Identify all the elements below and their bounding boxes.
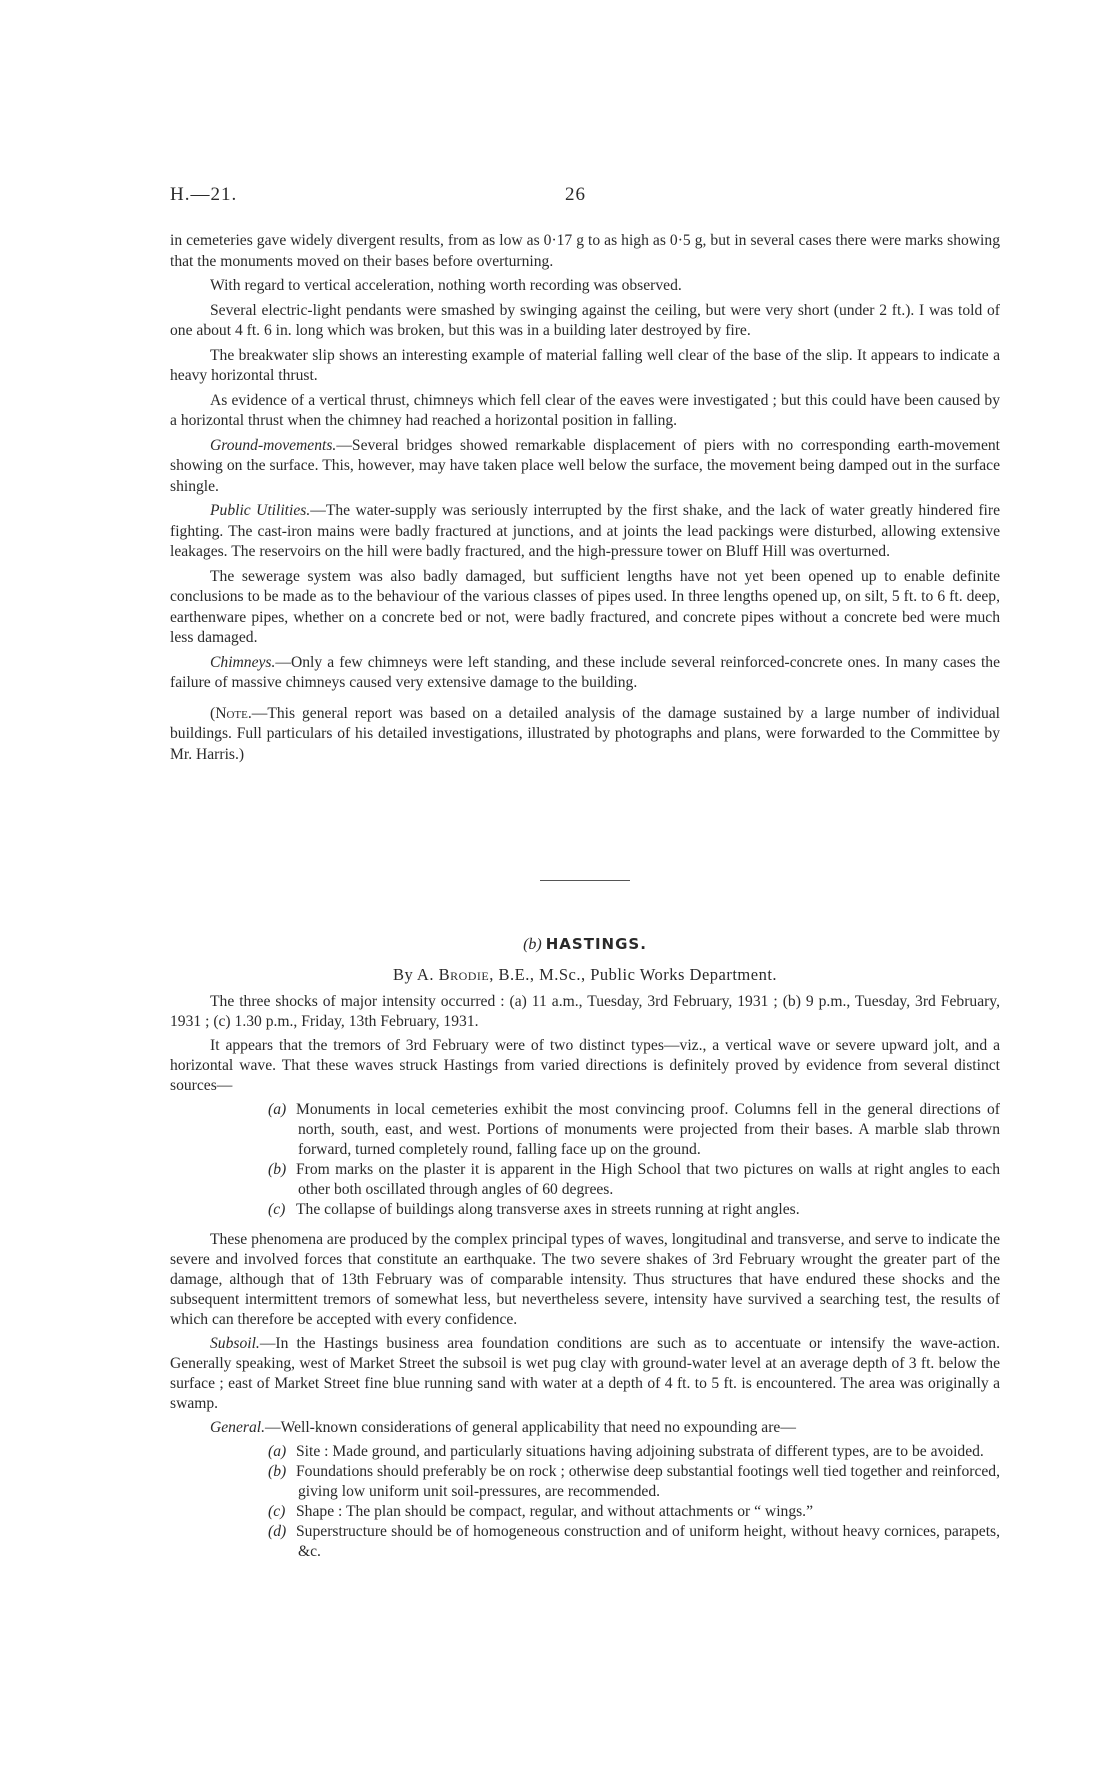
list-label: (d) (268, 1523, 287, 1540)
paragraph: in cemeteries gave widely divergent results, from as low as 0·17 g to as high as 0·5 g, but in several cases there were marks showing that the monuments moved on their bases before overturning. (170, 232, 1000, 270)
list-text: Monuments in local cemeteries exhibit the most convincing proof. Columns fell in the general directions of north, south, east, and west. Portions of monuments were projected from their bases. A marble slab thrown forward, turned completely round, falling face up on the ground. (296, 1101, 1000, 1158)
paragraph-text: —Several bridges showed remarkable displacement of piers with no corresponding earth-movement showing on the surface. This, however, may have taken place well below the surface, the movement being damped out in the surface shingle. (170, 436, 1000, 495)
section-prefix: (b) (523, 936, 542, 953)
list-label: (a) (268, 1101, 287, 1118)
byline (170, 965, 1000, 985)
byline-by: By A. (392, 965, 434, 984)
run-in-heading: Subsoil. (210, 1335, 260, 1352)
list-label: (c) (268, 1503, 286, 1520)
report-body-hastings (170, 992, 1000, 1572)
paragraph-subsoil (170, 1334, 1000, 1414)
list-text: Superstructure should be of homogeneous construction and of uniform height, without heavy cornices, parapets, &c. (296, 1523, 1000, 1560)
list-label: (c) (268, 1201, 286, 1218)
list-item (170, 1442, 1000, 1462)
list-item (170, 1200, 1000, 1220)
section-divider (540, 880, 630, 881)
list-text: From marks on the plaster it is apparent in the High School that two pictures on walls at right angles to each other both oscillated through angles of 60 degrees. (296, 1161, 1000, 1198)
paragraph: The breakwater slip shows an interesting example of material falling well clear of the base of the slip. It appears to indicate a heavy horizontal thrust. (170, 346, 1000, 384)
evidence-list (170, 1100, 1000, 1220)
paragraph-sewerage: The sewerage system was also badly damaged, but sufficient lengths have not yet been opened up to enable definite conclusions to be made as to the behaviour of the various classes of pipes used. In three lengths opened up, on silt, 5 ft. to 6 ft. deep, earthenware pipes, whether on a concrete bed or not, were badly fractured, and concrete pipes without a concrete bed were much less damaged. (170, 567, 1000, 646)
list-item (170, 1462, 1000, 1502)
list-text: Foundations should preferably be on rock ; otherwise deep substantial footings well tied together and reinforced, giving low uniform unit soil-pressures, are recommended. (296, 1463, 1000, 1500)
list-item (170, 1100, 1000, 1160)
list-label: (b) (268, 1161, 287, 1178)
list-label: (b) (268, 1463, 287, 1480)
paragraph-text: —The water-supply was seriously interrupted by the first shake, and the lack of water greatly hindered fire fighting. The cast-iron mains were badly fractured at junctions, and at joints the lead packings were disturbed, allowing extensive leakages. The reservoirs on the hill were badly fractured, and the high-pressure tower on Bluff Hill was overturned. (170, 502, 1001, 560)
paragraph-ground-movements (170, 436, 1000, 498)
paragraph-chimneys (170, 653, 1000, 694)
list-item (170, 1160, 1000, 1200)
paragraph-shocks: The three shocks of major intensity occurred : (a) 11 a.m., Tuesday, 3rd February, 1931 ; (b) 9 p.m., Tuesday, 3rd February, 1931 ; (c) 1.30 p.m., Friday, 13th February, 1931. (170, 993, 1000, 1030)
paragraph: Several electric-light pendants were smashed by swinging against the ceiling, but were very short (under 2 ft.). I was told of one about 4 ft. 6 in. long which was broken, but this was in a building later destroyed by fire. (170, 301, 1000, 339)
list-text: The collapse of buildings along transverse axes in streets running at right angles. (296, 1201, 800, 1218)
author-name: Brodie (438, 965, 490, 984)
run-in-heading: Ground-movements. (210, 436, 337, 454)
page-header (170, 184, 1000, 214)
paragraph: As evidence of a vertical thrust, chimneys which fell clear of the eaves were investigated ; but this could have been caused by a horizontal thrust when the chimney had reached a horizontal position in falling. (170, 391, 1000, 429)
considerations-list (170, 1442, 1000, 1562)
list-text: Site : Made ground, and particularly situations having adjoining substrata of different types, are to be avoided. (296, 1443, 984, 1460)
paragraph-text: —Well-known considerations of general applicability that need no expounding are— (265, 1419, 796, 1436)
paragraph-text: —In the Hastings business area foundation conditions are such as to accentuate or intensify the wave-action. Generally speaking, west of Market Street the subsoil is wet pug clay with ground-water level at an average depth of 3 ft. below the surface ; east of Market Street fine blue running sand with water at a depth of 4 ft. to 5 ft. is encountered. The area was originally a swamp. (170, 1335, 1000, 1412)
page-number: 26 (565, 184, 586, 205)
paragraph-text: —Only a few chimneys were left standing, and these include several reinforced-concrete ones. In many cases the failure of massive chimneys caused very extensive damage to the building. (170, 653, 1000, 691)
list-item (170, 1522, 1000, 1562)
paragraph-public-utilities (170, 501, 1000, 563)
paragraph-general (170, 1418, 1000, 1438)
report-body-napier (170, 231, 1000, 769)
section-title: HASTINGS. (545, 935, 647, 953)
note-paren: ( (210, 704, 216, 722)
list-text: Shape : The plan should be compact, regular, and without attachments or “ wings.” (296, 1503, 814, 1520)
paragraph-note (170, 704, 1000, 766)
list-label: (a) (268, 1443, 287, 1460)
paragraph-phenomena: These phenomena are produced by the complex principal types of waves, longitudinal and transverse, and serve to indicate the severe and involved forces that constitute an earthquake. The two severe shakes of 3rd February wrought the greater part of the damage, although that of 13th February was of comparable intensity. Thus structures that have endured these shocks and the subsequent intermittent tremors of somewhat less, but nevertheless severe, intensity have survived a searching test, the results of which can therefore be accepted with every confidence. (170, 1231, 1000, 1328)
run-in-heading: Public Utilities. (210, 502, 311, 519)
run-in-heading: General. (210, 1419, 265, 1436)
paragraph: With regard to vertical acceleration, nothing worth recording was observed. (210, 277, 682, 294)
author-credentials: , B.E., M.Sc., Public Works Department. (489, 965, 778, 984)
document-reference: H.—21. (170, 184, 238, 205)
section-heading (170, 935, 1000, 954)
note-label: Note (215, 704, 248, 722)
list-item (170, 1502, 1000, 1522)
paragraph-text: .—This general report was based on a detailed analysis of the damage sustained by a large number of individual buildings. Full particulars of his detailed investigations, illustrated by photographs and plans, were forwarded to the Committee by Mr. Harris.) (170, 704, 1000, 763)
run-in-heading: Chimneys. (210, 653, 276, 671)
paragraph-tremors: It appears that the tremors of 3rd February were of two distinct types—viz., a vertical wave or severe upward jolt, and a horizontal wave. That these waves struck Hastings from varied directions is definitely proved by evidence from several distinct sources— (170, 1037, 1000, 1094)
